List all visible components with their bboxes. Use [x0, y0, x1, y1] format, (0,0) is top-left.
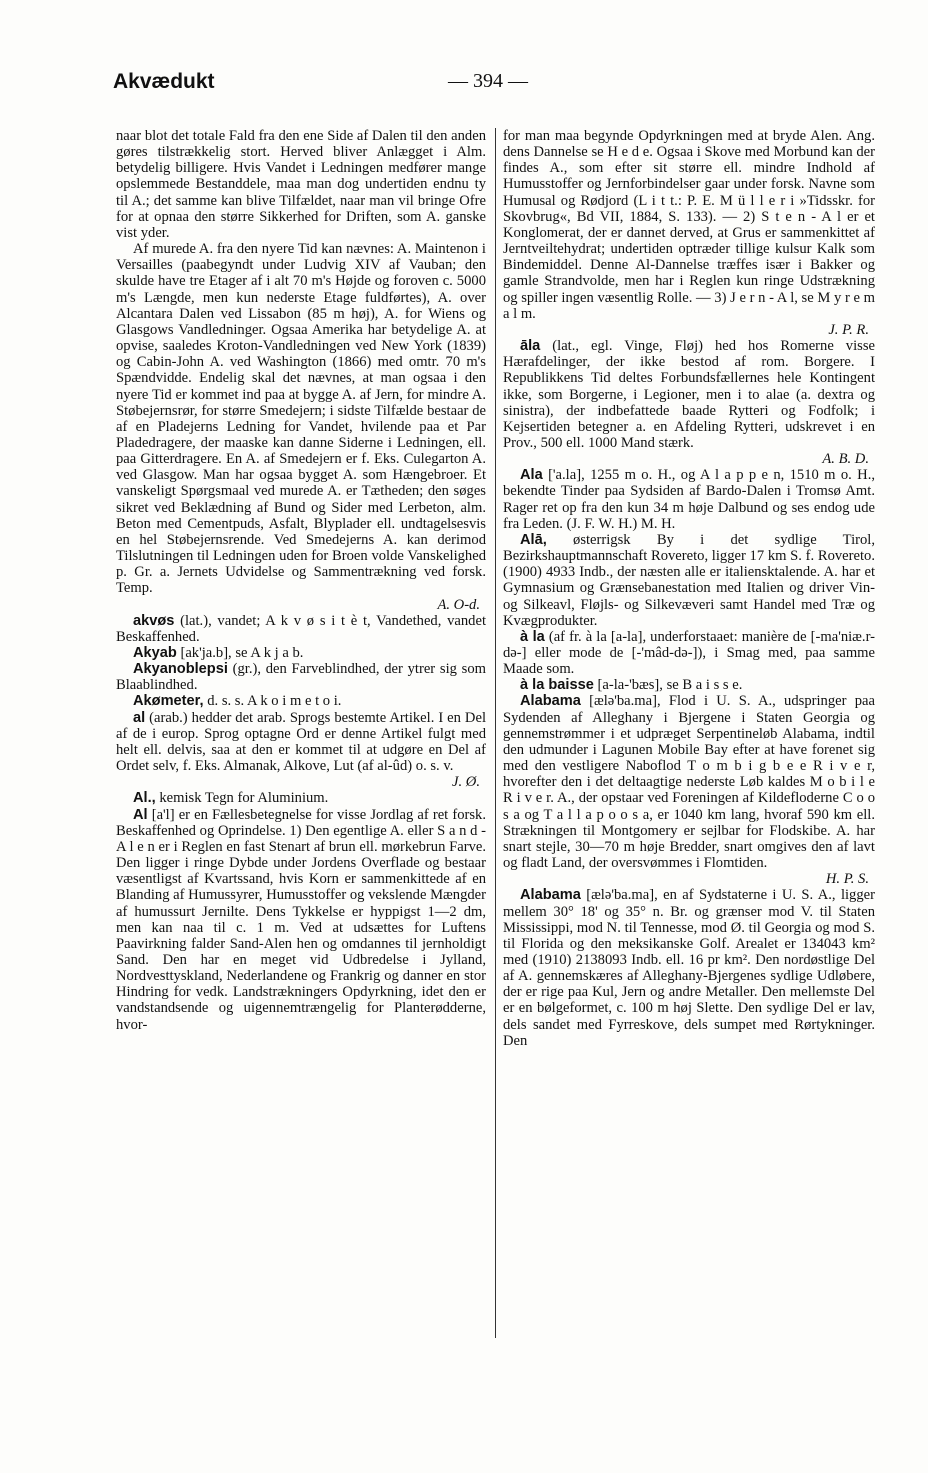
entry-headword: Alabama [520, 887, 581, 904]
entry-body: [ak'ja.b], se A k j a b. [176, 645, 304, 661]
entry-headword: Alā, [520, 531, 547, 548]
entry-body: [a'l] er en Fællesbetegnelse for visse Jordlag af ret forsk. Beskaffenhed og Oprindelse. 1) Den egentlige A. eller S a n d - A l e n er i Reglen en fast Stenart af brun ell. mørkebrun Farve. Den ligger i ringe Dybde under Jordens Overflade og bestaar væsentligst af Kvartssand, hvis Korn er sammenkittede af en Blanding af Humussyrer, Humusstoffer og vekslende Mængder af humussurt Jernilte. Dens Tykkelse er hyppigst 1—2 dm, men kan naa til c. 1 m. Ved at udsættes for Luftens Paavirkning falder Sand-Alen hen og omdannes til jernholdigt Sand. Den har en meget vid Udbredelse i Jylland, Nordvesttyskland, Nederlandene og Frankrig og danner en stor Hindring for vedk. Landstrækningers Opdyrkning, idet den er vandstandsende og uigennemtrængelig for Planterødderne, hvor- [116, 806, 487, 1033]
entry-headword: akvøs [133, 612, 175, 629]
entry-body: d. s. s. A k o i m e t o i. [203, 693, 342, 710]
entry-body: kemisk Tegn for Aluminium. [155, 790, 329, 807]
entry-headword: āla [520, 338, 541, 355]
dictionary-entry [116, 661, 486, 693]
author-signature: J. Ø. [452, 774, 480, 791]
entry-body: (af fr. à la [a-la], underforstaaet: manière de [-ma'niæ.r-də-] eller mode de [-'mâd-də-]), i Smag med, paa samme Maade som. [503, 628, 875, 678]
page-number: — 394 — [448, 70, 528, 92]
body-paragraph: Af murede A. fra den nyere Tid kan nævnes: A. Maintenon i Versailles (paabegyndt under Ludvig XIV af Vauban; den skulde have tre Etager af i alt 70 m's Højde og foroven c. 5000 m's Længde, men kun nederste Etage fuldførtes), A. over Alcantara Dalen ved Lissabon (85 m høj), A. for Wiens og Glasgows Vandledninger. Ogsaa Amerika har betydelige A. at opvise, saaledes Kroton-Vandledningen ved New York (1839) og Cabin-John A. ved Washington (1866) med omtr. 70 m's Spændvidde. Endelig skal det nævnes, at man ogsaa i den nyere Tid er kommet ind paa at bygge A. af Jern, for mindre A. Støbejernsrør, for større Smedejern; i sidste Tilfælde bestaar de af en Pladejerns Ledning for Vandet, hvilende paa et Par Pladedragere, der maaske kan danne Siderne i Ledningen, ell. paa Gitterdragere. En A. af Smedejern er f. Eks. Culegarton A. ved Glasgow. Man har ogsaa bygget A. som Hængebroer. Et vanskeligt Spørgsmaal ved murede A. er Tætheden; den søges sikret ved Beklædning af Bund og Sider med Lerbeton, alm. Beton med Cementpuds, Asfalt, Blyplader ell. undtagelsesvis en hel Støbejernsrende. Ved Smedejerns A. kan derimod Tilslutningen til Ledningen uden for Broen volde Vanskelighed p. Gr. a. Jernets Udvidelse og Sammentrækning ved forsk. Temp. [116, 241, 486, 597]
entry-body: (gr.), den Farveblindhed, der ytrer sig som Blaablindhed. [116, 661, 486, 694]
entry-headword: Al [133, 806, 148, 823]
page-header [113, 70, 878, 104]
column-divider [495, 128, 496, 1338]
dictionary-entry [503, 629, 875, 677]
author-signature: J. P. R. [828, 321, 869, 338]
entry-headword: al [133, 709, 146, 726]
dictionary-entry [503, 677, 875, 693]
entry-headword: Alabama [520, 693, 581, 710]
running-head-title: Akvædukt [113, 70, 215, 93]
dictionary-entry [116, 807, 486, 1033]
entry-headword: Akømeter, [133, 693, 204, 710]
dictionary-entry [116, 710, 486, 775]
entry-body: ['a.la], 1255 m o. H., og A l a p p e n, 1510 m o. H., bekendte Tinder paa Sydsiden af Bardo-Dalen i Tromsø Amt. Rager ret op fra den kun 34 m høje Dalbund og ses endog ude fra Leden. (J. F. W. H.) M. H. [503, 467, 875, 532]
entry-body: (lat., egl. Vinge, Fløj) hed hos Romerne visse Hærafdelinger, der ikke bestod af rom. Borgere. I Republikkens Tid deltes Forbundsfællernes hele Kontingent ikke, som Borgerne, i Legioner, men i to alae (a. dextra og sinistra), der indbefattede baade Rytteri og Fodfolk; i Kejsertiden betegner a. en Afdeling Rytteri, udskrevet i en Prov., 500 ell. 1000 Mand stærk. [503, 338, 875, 451]
entry-body: østerrigsk By i det sydlige Tirol, Bezirkshauptmannschaft Rovereto, ligger 17 km S. f. Rovereto. (1900) 4933 Indb., der næsten alle er italiensktalende. A. har et Gymnasium og Grænsebanestation med Italien og driver Vin- og Silkeavl, Fløjls- og Silkevæveri samt Handel med Træ og Kvægprodukter. [503, 531, 875, 629]
entry-body: [ælə'ba.ma], Flod i U. S. A., udspringer paa Sydenden af Alleghany i Bjergene i Staten Georgia og gennemstrømmer i et udpræget Serpentineløb Alabama, indtil den udmunder i Lagunen Mobile Bay efter at have forenet sig med den vestligere Naboflod T o m b i g b e e R i v e r, hvorefter den i det deltaagtige nederste Løb kaldes M o b i l e R i v e r. A., der opstaar ved Foreningen af Kildefloderne C o o s a og T a l l a p o o s a, er 1040 km lang, hvoraf 590 km ell. Strækningen til Montgomery er sejlbar for Flodskibe. A. har snart stejle, 30—70 m høje Bredder, snart omgives den af lavt og fladt Land, der oversvømmes i Flomtiden. [503, 693, 875, 872]
dictionary-entry [503, 532, 875, 629]
entry-headword: à la [520, 628, 545, 645]
entry-body: (arab.) hedder det arab. Sprogs bestemte Artikel. I en Del af de i europ. Sprog optagne Ord er denne Artikel fulgt med helt ell. delvis, saa at den er kommet til at udgøre en Del af Ordet selv, f. Eks. Almanak, Alkove, Lut (af al-ûd) o. s. v. [116, 709, 486, 775]
dictionary-entry [116, 613, 486, 645]
dictionary-entry [503, 338, 875, 451]
dictionary-entry [503, 693, 875, 871]
author-signature: A. B. D. [822, 451, 869, 468]
author-signature: H. P. S. [825, 871, 869, 888]
dictionary-entry [116, 693, 486, 709]
entry-headword: Ala [520, 467, 543, 484]
body-paragraph: for man maa begynde Opdyrkningen med at bryde Alen. Ang. dens Dannelse se H e d e. Ogsaa i Skove med Morbund kan der findes A., som efter sit større ell. mindre Indhold af Humusstoffer og Jernforbindelser gaar under forsk. Navne som Humusal og Rødjord (L i t t.: P. E. M ü l l e r i »Tidsskr. for Skovbrug«, Bd VII, 1884, S. 133). — 2) S t e n - A l er et Konglomerat, der er dannet derved, at Grus er sammenkittet af Jerntveiltehydrat; undertiden optræder tillige kulsur Kalk som Bindemiddel. Denne Al-Dannelse træffes især i Bakker og gamle Strandvolde, men har i Reglen kun ringe Udstrækning og spiller ingen væsentlig Rolle. — 3) J e r n - A l, se M y r e m a l m. [503, 128, 875, 322]
dictionary-entry [503, 887, 875, 1049]
dictionary-entry [116, 645, 486, 661]
body-paragraph: naar blot det totale Fald fra den ene Side af Dalen til den anden gøres tilstrækkelig stort. Herved bliver Anlægget i Alm. betydelig billigere. Hvis Vandet i Ledningen medfører mange opslemmede Bestanddele, maa man dog undertiden endnu ty til A.; det samme kan blive Tilfældet, naar man vil bringe Ofre for at opnaa den større Sikkerhed for Driften, som A. ganske vist yder. [116, 128, 486, 241]
entry-body: (lat.), vandet; A k v ø s i t è t, Vandethed, vandet Beskaffenhed. [116, 612, 486, 645]
entry-headword: Al., [133, 790, 156, 807]
entry-headword: à la baisse [520, 677, 594, 694]
dictionary-entry [503, 467, 875, 532]
dictionary-entry [116, 790, 486, 806]
entry-headword: Akyanoblepsi [133, 661, 228, 678]
author-signature: A. O-d. [437, 596, 480, 613]
entry-body: [ælə'ba.ma], en af Sydstaterne i U. S. A., ligger mellem 30° 18' og 35° n. Br. og grænser mod V. til Staten Mississippi, mod N. til Tennesse, mod Ø. til Georgia og mod S. til Florida og den meksikanske Golf. Arealet er 134043 km² med (1910) 2138093 Indb. ell. 16 pr km². Den nordøstlige Del af A. gennemskæres af Alleghany-Bjergenes sydlige Udløbere, der er rige paa Kul, Jern og andre Metaller. Den mellemste Del er en bølgeformet, c. 100 m høj Slette. Den sydlige Del er lav, dels sandet med Fyrreskove, dels sumpet med Rørtykninger. Den [503, 887, 875, 1049]
entry-body: [a-la-'bæs], se B a i s s e. [593, 677, 743, 694]
entry-headword: Akyab [133, 645, 177, 661]
left-column [116, 128, 486, 1033]
right-column [503, 128, 875, 1049]
